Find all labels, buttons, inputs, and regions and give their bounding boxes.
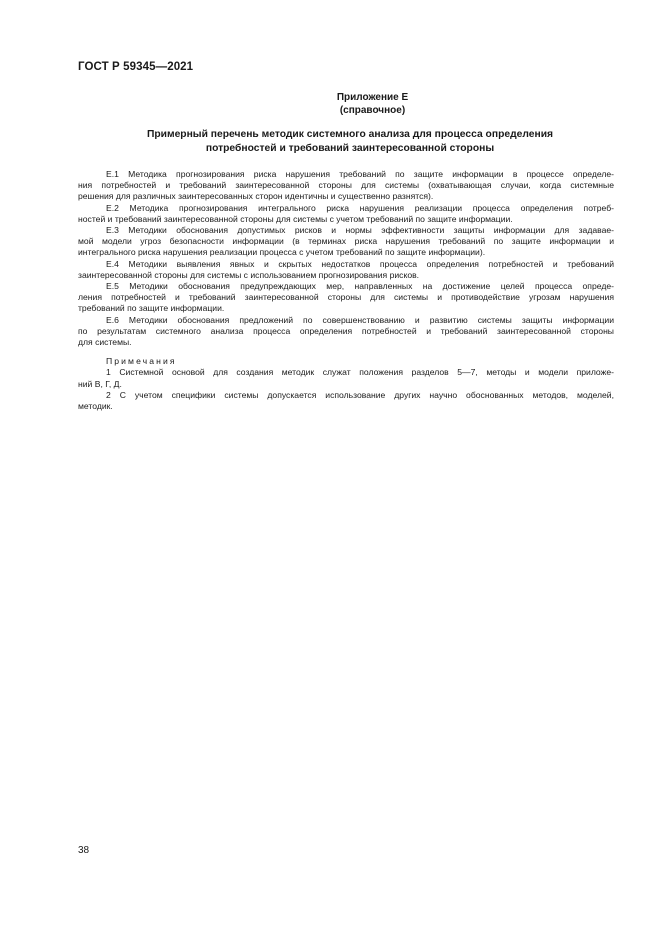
notes-block xyxy=(78,356,614,412)
section-title-line-2: потребностей и требований заинтересованной стороны xyxy=(205,143,495,154)
note-line: 1 Системной основой для создания методик служат положения разделов 5—7, методы и модели приложе- xyxy=(106,367,614,378)
paragraph-line: решения для различных заинтересованных сторон идентичны и существенно разнятся). xyxy=(78,191,434,202)
standard-code: ГОСТ Р 59345—2021 xyxy=(78,61,194,73)
paragraph-line: Е.5 Методики обоснования предупреждающих мер, направленных на достижение целей процесса опреде- xyxy=(106,281,614,292)
paragraph-line: ления потребностей и требований заинтересованной стороны для системы и противодействие угрозам нарушения xyxy=(78,292,614,303)
note-line: методик. xyxy=(78,401,113,412)
paragraph-line: заинтересованной стороны для системы с использованием прогнозирования рисков. xyxy=(78,269,420,280)
note-item-2 xyxy=(78,390,614,412)
appendix-label: Приложение Е xyxy=(336,92,409,103)
paragraph-line: Е.4 Методики выявления явных и скрытых недостатков процесса определения потребностей и требований xyxy=(106,258,614,269)
appendix-heading xyxy=(78,91,622,117)
paragraph-line: требований по защите информации. xyxy=(78,303,225,314)
paragraph-line: для системы. xyxy=(78,337,132,348)
body-text xyxy=(78,169,614,412)
paragraph-line: мой модели угроз безопасности информации (в терминах риска нарушения требований по защите информации и xyxy=(78,236,614,247)
section-title xyxy=(78,128,622,156)
paragraph-e6 xyxy=(78,315,614,349)
paragraph-line: по результатам системного анализа процесса определения потребностей и требований заинтересованной стороны xyxy=(78,325,614,336)
paragraph-line: Е.6 Методики обоснования предложений по совершенствованию и развитию системы защиты информации xyxy=(106,314,614,325)
paragraph-e5 xyxy=(78,281,614,315)
paragraph-e3 xyxy=(78,225,614,259)
page-number: 38 xyxy=(78,845,90,856)
note-line: ний В, Г, Д. xyxy=(78,378,122,389)
paragraph-line: ностей и требований заинтересованной стороны для системы с учетом требований по защите информации. xyxy=(78,213,513,224)
paragraph-line: ния потребностей и требований заинтересованной стороны для системы (охватывающая случаи, когда системные xyxy=(78,180,614,191)
paragraph-line: Е.2 Методика прогнозирования интегрального риска нарушения реализации процесса определения потреб- xyxy=(106,202,614,213)
note-line: 2 С учетом специфики системы допускается использование других научно обоснованных методов, моделей, xyxy=(106,389,614,400)
paragraph-line: Е.1 Методика прогнозирования риска нарушения требований по защите информации в процессе определе- xyxy=(106,169,614,179)
notes-heading: Примечания xyxy=(106,356,177,367)
paragraph-e2 xyxy=(78,203,614,225)
section-title-line-1: Примерный перечень методик системного анализа для процесса определения xyxy=(146,129,554,140)
paragraph-line: интегрального риска нарушения реализации процесса с учетом требований по защите информации). xyxy=(78,247,486,258)
note-item-1 xyxy=(78,367,614,389)
paragraph-e1 xyxy=(78,169,614,203)
appendix-type: (справочное) xyxy=(339,105,406,116)
paragraph-line: Е.3 Методики обоснования допустимых рисков и нормы эффективности защиты информации для задавае- xyxy=(106,225,614,236)
paragraph-e4 xyxy=(78,259,614,281)
